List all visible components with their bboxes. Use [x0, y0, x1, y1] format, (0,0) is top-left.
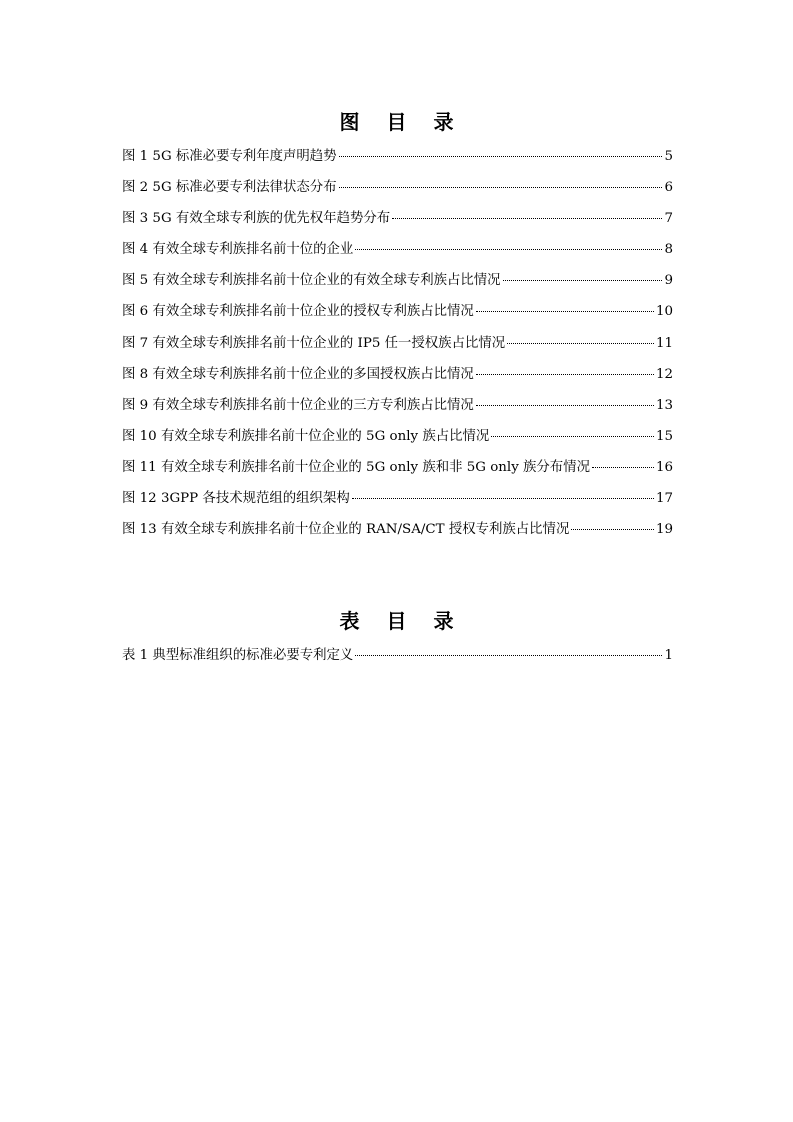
- dot-leader: [592, 467, 654, 468]
- dot-leader: [476, 374, 654, 375]
- toc-entry-label: 图 9 有效全球专利族排名前十位企业的三方专利族占比情况: [122, 397, 474, 413]
- toc-entry-figure-3[interactable]: [122, 207, 673, 238]
- toc-entry-page: 5: [664, 149, 673, 164]
- dot-leader: [503, 280, 663, 281]
- toc-entry-label: 图 3 5G 有效全球专利族的优先权年趋势分布: [122, 211, 391, 227]
- toc-entry-page: 17: [655, 491, 673, 507]
- dot-leader: [339, 156, 663, 157]
- dot-leader: [571, 529, 654, 530]
- toc-entry-page: 16: [655, 459, 673, 475]
- dot-leader: [355, 655, 662, 656]
- tables-list: [122, 644, 673, 675]
- dot-leader: [355, 249, 662, 250]
- toc-entry-page: 11: [655, 335, 673, 351]
- dot-leader: [476, 311, 654, 312]
- toc-entry-label: 图 4 有效全球专利族排名前十位的企业: [122, 242, 354, 258]
- toc-entry-label: 图 11 有效全球专利族排名前十位企业的 5G only 族和非 5G only 族分布情况: [122, 459, 590, 475]
- toc-entry-page: 6: [664, 180, 673, 196]
- figures-list: [122, 145, 673, 549]
- dot-leader: [352, 498, 654, 499]
- tables-heading: 表 目 录: [339, 609, 464, 633]
- toc-entry-label: 表 1 典型标准组织的标准必要专利定义: [122, 648, 354, 663]
- toc-entry-figure-7[interactable]: [122, 332, 673, 363]
- dot-leader: [491, 436, 654, 437]
- toc-entry-page: 1: [664, 648, 673, 663]
- toc-entry-page: 19: [655, 522, 673, 538]
- toc-entry-page: 9: [664, 273, 673, 289]
- toc-entry-label: 图 10 有效全球专利族排名前十位企业的 5G only 族占比情况: [122, 428, 490, 444]
- toc-entry-page: 13: [655, 397, 673, 413]
- toc-entry-figure-12[interactable]: [122, 487, 673, 518]
- dot-leader: [339, 187, 663, 188]
- toc-entry-figure-13[interactable]: [122, 518, 673, 549]
- toc-entry-label: 图 12 3GPP 各技术规范组的组织架构: [122, 491, 350, 507]
- toc-entry-page: 12: [655, 366, 673, 382]
- toc-entry-label: 图 1 5G 标准必要专利年度声明趋势: [122, 149, 337, 164]
- dot-leader: [507, 343, 654, 344]
- toc-entry-figure-5[interactable]: [122, 269, 673, 300]
- figures-heading: 图 目 录: [339, 110, 464, 134]
- toc-entry-label: 图 5 有效全球专利族排名前十位企业的有效全球专利族占比情况: [122, 273, 501, 289]
- toc-entry-table-1[interactable]: [122, 644, 673, 675]
- toc-entry-figure-8[interactable]: [122, 363, 673, 394]
- toc-entry-label: 图 13 有效全球专利族排名前十位企业的 RAN/SA/CT 授权专利族占比情况: [122, 522, 570, 538]
- toc-entry-label: 图 7 有效全球专利族排名前十位企业的 IP5 任一授权族占比情况: [122, 335, 506, 351]
- toc-entry-figure-11[interactable]: [122, 456, 673, 487]
- toc-entry-figure-9[interactable]: [122, 394, 673, 425]
- toc-entry-page: 10: [655, 304, 673, 320]
- toc-entry-figure-2[interactable]: [122, 176, 673, 207]
- toc-entry-page: 7: [664, 211, 673, 227]
- toc-entry-label: 图 6 有效全球专利族排名前十位企业的授权专利族占比情况: [122, 304, 474, 320]
- toc-entry-label: 图 8 有效全球专利族排名前十位企业的多国授权族占比情况: [122, 366, 474, 382]
- toc-entry-figure-6[interactable]: [122, 300, 673, 331]
- dot-leader: [476, 405, 654, 406]
- toc-entry-page: 15: [655, 428, 673, 444]
- toc-entry-page: 8: [664, 242, 673, 258]
- toc-entry-label: 图 2 5G 标准必要专利法律状态分布: [122, 180, 337, 196]
- toc-entry-figure-4[interactable]: [122, 238, 673, 269]
- toc-entry-figure-1[interactable]: [122, 145, 673, 176]
- toc-entry-figure-10[interactable]: [122, 425, 673, 456]
- dot-leader: [392, 218, 662, 219]
